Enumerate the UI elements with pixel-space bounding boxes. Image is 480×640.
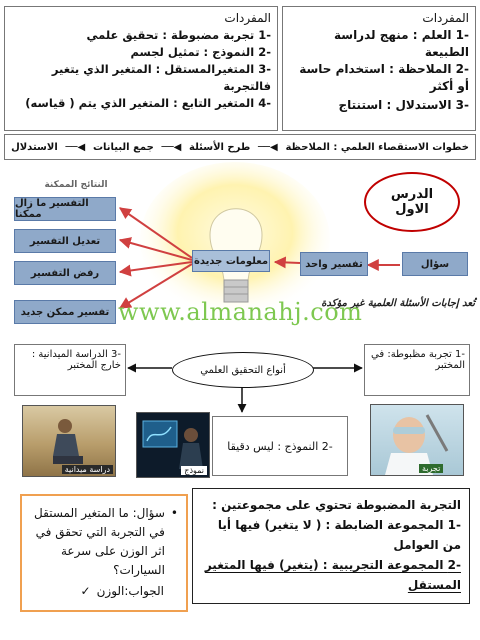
vocab-item: -2 النموذج : تمثيل لجسم (130, 45, 271, 59)
vocab-item: -3 الاستدلال : استنتاج (338, 98, 469, 112)
vocab-item: -2 الملاحظة : استخدام حاسة أو أكثر (299, 62, 469, 93)
arrow-left-icon: ◀── (65, 141, 86, 153)
lesson-oval (364, 172, 460, 232)
field-study-box (14, 344, 126, 396)
step-data: جمع البيانات (92, 141, 154, 153)
experiment-photo (370, 404, 464, 476)
outcome-still-possible: التفسير ما زال ممكنا (14, 197, 116, 221)
model-text: -2 النموذج : ليس دقيقا (227, 439, 333, 453)
field-study-text: -3 الدراسة الميدانية : خارج المختبر (31, 349, 121, 371)
photo-label: تجربة (419, 464, 443, 473)
diagram-caption: تُعد إجابات الأسئلة العلمية غير مؤكدة (321, 298, 475, 309)
controlled-experiment-box (364, 344, 470, 396)
photo-label: نموذج (181, 466, 207, 475)
outcomes-title: النتائج الممكنة (44, 180, 108, 190)
investigation-types-label: أنواع التحقيق العلمي (200, 364, 286, 376)
step-inference: الاستدلال (11, 141, 58, 153)
groups-intro: التجربة المضبوطة تحتوي على مجموعتين : (212, 498, 461, 512)
scientist-pipette-icon (371, 405, 463, 475)
step-questions: طرح الأسئلة (189, 141, 251, 153)
outcome-reject: رفض التفسير (14, 261, 116, 285)
experimental-group: -2 المجموعة التجريبية : (يتغير) فيها المتغير المستقل (204, 558, 461, 592)
answer-item (30, 582, 164, 601)
bullet-icon: • (170, 506, 178, 520)
vocab-item: -1 تجربة مضبوطة : تحقيق علمي (86, 28, 271, 42)
model-box (212, 416, 348, 476)
controlled-experiment-text: -1 تجربة مظبوطة: في المختبر (371, 349, 465, 371)
model-photo (136, 412, 210, 478)
outcome-modify: تعديل التفسير (14, 229, 116, 253)
one-explanation-box: تفسير واحد (300, 252, 368, 276)
lesson-label: الدرس (390, 187, 434, 202)
step-observation: خطوات الاستقصاء العلمي : الملاحظة (285, 141, 469, 153)
new-info-box: معلومات جديدة (192, 250, 270, 272)
arrow-left-icon: ◀── (161, 141, 182, 153)
field-study-photo (22, 405, 116, 477)
vocab-box-right (282, 6, 476, 131)
lesson-number: الاول (395, 202, 429, 217)
controlled-groups-box (192, 488, 470, 604)
question-answer-box (20, 494, 188, 612)
inquiry-steps-bar (4, 134, 476, 160)
answer-text: الجواب:الوزن (96, 584, 164, 598)
vocab-item: -3 المتغيرالمستقل : المتغير الذي يتغير فالتجربة (51, 62, 271, 93)
outcome-new: تفسير ممكن جديد (14, 300, 116, 324)
vocab-title: المفردات (224, 11, 271, 25)
vocab-box-left (4, 6, 278, 131)
vocab-title: المفردات (422, 11, 469, 25)
question-item (30, 504, 178, 580)
watermark-text: www.almanahj.com (118, 298, 363, 326)
vocab-item: -4 المتغير التابع : المتغير الذي يتم ( قياسه) (25, 96, 271, 110)
investigation-types-oval (172, 352, 314, 388)
checkmark-icon: ✓ (80, 584, 91, 598)
photo-label: دراسة ميدانية (62, 465, 113, 474)
question-box: سؤال (402, 252, 468, 276)
question-text: سؤال: ما المتغير المستقل في التجربة التي تحقق في اثر الوزن على سرعة السيارات؟ (34, 506, 165, 577)
vocab-item: -1 العلم : منهج لدراسة الطبيعة (333, 28, 469, 59)
control-group: -1 المجموعة الضابطة : ( لا يتغير) فيها أيا من العوامل (217, 518, 461, 552)
arrow-left-icon: ◀── (257, 141, 278, 153)
